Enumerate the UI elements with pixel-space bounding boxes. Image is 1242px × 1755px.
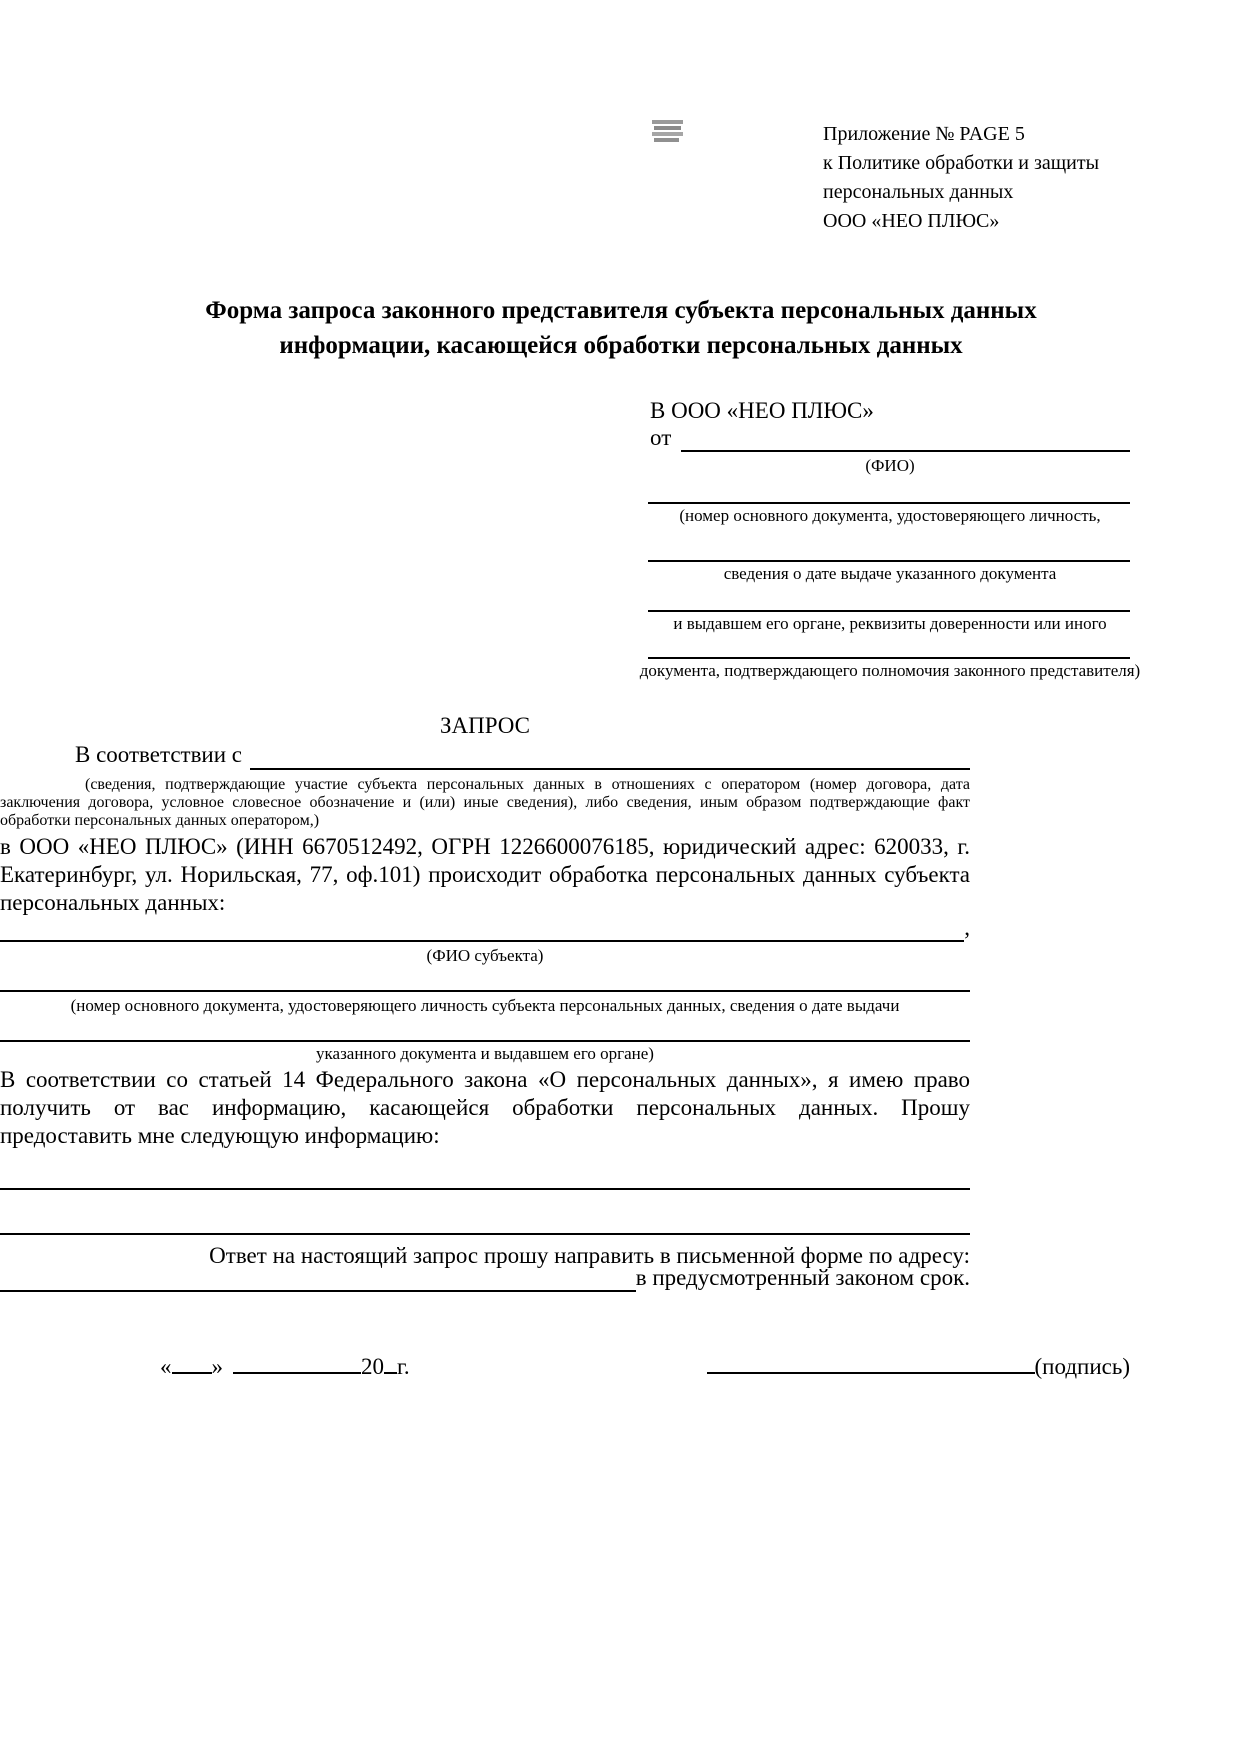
authority-doc-blank[interactable]	[648, 631, 1130, 659]
doc-issue-date-caption: сведения о дате выдаче указанного документа	[723, 564, 1057, 583]
doc-number-caption: (номер основного документа, удостоверяющего личность,	[679, 506, 1101, 525]
subject-fio-comma: ,	[964, 915, 970, 940]
subject-doc-blank[interactable]	[0, 968, 970, 992]
doc-issuer-blank[interactable]	[648, 584, 1130, 612]
intro-note: (сведения, подтверждающие участие субъекта персональных данных в отношениях с оператором (номер договора, дата заключения договора, условное словесное обозначение и (или) иные сведения), либо сведения, иным образом подтверждающие факт обработки персональных данных оператором,)	[0, 776, 970, 829]
doc-issue-date-blank[interactable]	[648, 534, 1130, 562]
intro-label: В соответствии с	[75, 742, 243, 767]
annex-header-line: ООО «НЕО ПЛЮС»	[823, 210, 1000, 232]
document-thumbnail-icon	[652, 118, 685, 146]
signature-blank[interactable]	[707, 1354, 1035, 1374]
quote-open: «	[160, 1354, 172, 1379]
reply-tail: в предусмотренный законом срок.	[635, 1265, 970, 1290]
reply-line: Ответ на настоящий запрос прошу направить в письменной форме по адресу:	[209, 1243, 970, 1268]
reply-address-blank[interactable]	[0, 1268, 636, 1292]
month-blank[interactable]	[233, 1354, 361, 1374]
relation-details-blank[interactable]	[250, 744, 970, 770]
quote-close: »	[211, 1354, 223, 1379]
subject-doc-caption1: (номер основного документа, удостоверяющего личность субъекта персональных данных, сведения о дате выдачи	[70, 996, 900, 1015]
reply-address-row	[0, 1265, 970, 1292]
day-blank[interactable]	[172, 1354, 212, 1374]
year-prefix: 20	[361, 1354, 384, 1379]
signature-caption: (подпись)	[1034, 1354, 1130, 1379]
representative-doc-number-blank[interactable]	[648, 476, 1130, 504]
annex-header-line: персональных данных	[823, 181, 1014, 203]
subject-fio-row	[0, 915, 970, 942]
signature-part	[707, 1354, 1130, 1380]
doc-issuer-caption: и выдавшем его органе, реквизиты доверенности или иного	[673, 614, 1107, 633]
from-row	[650, 425, 1130, 452]
request-heading: ЗАПРОС	[439, 713, 531, 738]
subject-doc-caption2: указанного документа и выдавшем его органе)	[316, 1044, 654, 1063]
annex-header-line: к Политике обработки и защиты	[823, 152, 1100, 174]
year-suffix: г.	[397, 1354, 410, 1379]
subject-fio-blank[interactable]	[0, 920, 964, 942]
requested-info-blank-2[interactable]	[0, 1211, 970, 1235]
year-blank[interactable]	[384, 1354, 397, 1374]
intro-row	[0, 744, 970, 770]
from-label: от	[650, 425, 672, 450]
subject-fio-caption: (ФИО субъекта)	[426, 946, 544, 965]
document-title-line2: информации, касающейся обработки персональных данных	[279, 332, 963, 359]
date-signature-row	[160, 1350, 1130, 1380]
annex-header	[823, 120, 1099, 236]
authority-doc-caption: документа, подтверждающего полномочия законного представителя)	[639, 661, 1141, 680]
representative-fio-blank[interactable]	[681, 430, 1130, 452]
subject-doc-issuer-blank[interactable]	[0, 1018, 970, 1042]
law-paragraph: В соответствии со статьей 14 Федерального закона «О персональных данных», я имею право получить от вас информацию, касающейся обработки персональных данных. Прошу предоставить мне следующую информацию:	[0, 1067, 970, 1148]
operator-paragraph: в ООО «НЕО ПЛЮС» (ИНН 6670512492, ОГРН 1226600076185, юридический адрес: 620033, г. Екатеринбург, ул. Норильская, 77, оф.101) происходит обработка персональных данных субъекта персональных данных:	[0, 834, 970, 915]
document-title	[136, 293, 1106, 363]
requested-info-blank-1[interactable]	[0, 1166, 970, 1190]
date-part	[160, 1354, 410, 1380]
annex-header-line: Приложение № PAGE 5	[823, 123, 1025, 145]
document-title-line1: Форма запроса законного представителя субъекта персональных данных	[205, 297, 1037, 324]
fio-caption: (ФИО)	[865, 456, 915, 475]
addressee-company: В ООО «НЕО ПЛЮС»	[650, 398, 874, 423]
